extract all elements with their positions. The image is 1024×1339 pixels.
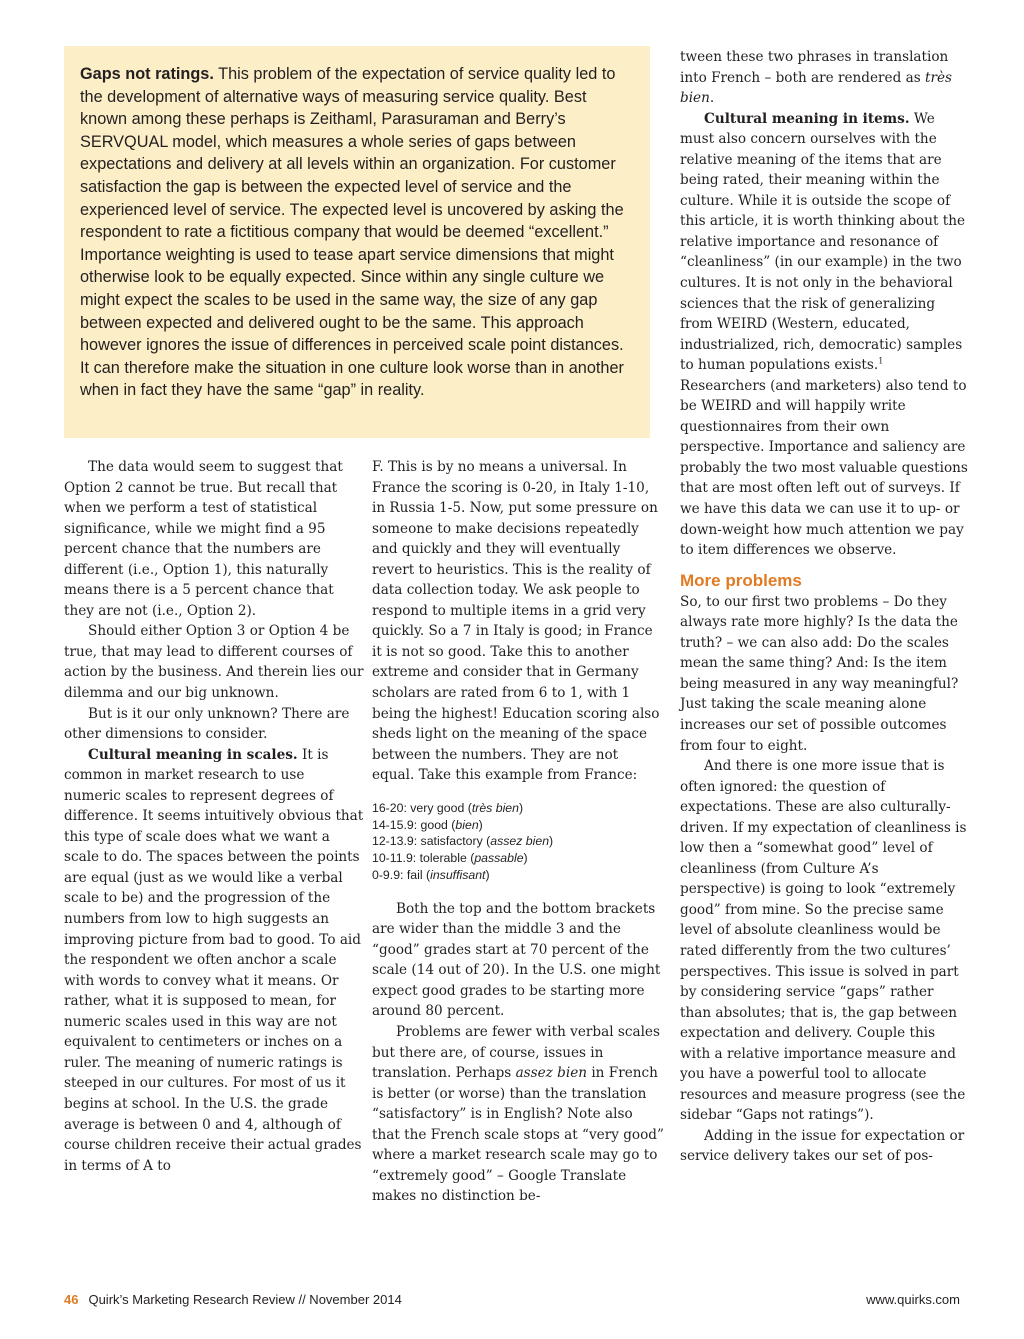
grade-item: 14-15.9: good (bien) [372, 817, 483, 832]
sidebar-title: Gaps not ratings. [80, 65, 214, 83]
paragraph: But is it our only unknown? There are other dimensions to consider. [64, 705, 350, 743]
publication-line: Quirk’s Marketing Research Review // November 2014 [88, 1292, 402, 1307]
paragraph [64, 745, 364, 1176]
paragraph: Should either Option 3 or Option 4 be true, that may lead to different courses of action by the business. And therein lies our dilemma and our big unknown. [64, 623, 364, 702]
run-in-heading: Cultural meaning in items. [704, 110, 910, 127]
grade-item: 0-9.9: fail (insuffisant) [372, 867, 490, 882]
section-heading: More problems [680, 570, 802, 590]
paragraph: Adding in the issue for expectation or service delivery takes our set of pos- [680, 1127, 965, 1165]
paragraph: And there is one more issue that is often ignored: the question of expectations. These are also culturally-driven. If my expectation of cleanliness is low then a “somewhat good” level of cleanliness (from Culture A’s perspective) is going to look “extremely good” from mine. So the precise same level of absolute cleanliness would be rated differently from the two cultures’ perspectives. This issue is solved in part by considering service “gaps” rather than absolutes; that is, the gap between expectation and delivery. Couple this with a relative importance measure and you have a powerful tool to allocate resources and measure progress (see the sidebar “Gaps not ratings”). [680, 758, 967, 1124]
grade-item: 12-13.9: satisfactory (assez bien) [372, 834, 554, 849]
page-number: 46 [64, 1292, 79, 1307]
grade-item: 10-11.9: tolerable (passable) [372, 851, 528, 866]
paragraph-text: It is common in market research to use numeric scales to represent degrees of difference. It seems intuitively obvious that this type of scale does what we want a scale to do. The spaces between the points are equal (just as we would like a verbal scale to be) and the progression of the numbers from low to high suggests an improving picture from bad to good. To aid the respondent we often anchor a scale with words to convey what it means. Or rather, what it is supposed to mean, for numeric scales used in this way are not equivalent to centimeters or inches on a ruler. The meaning of numeric ratings is steeped in our cultures. For most of us it begins at school. In the U.S. the grade average is between 0 and 4, although of course children receive their actual grades in terms of A to [64, 746, 364, 1174]
paragraph: Both the top and the bottom brackets are wider than the middle 3 and the “good” grades start at 70 percent of the scale (14 out of 20). In the U.S. one might expect good grades to be starting more around 80 percent. [372, 900, 661, 1020]
paragraph: tween these two phrases in translation into French – both are rendered as très bien. [680, 49, 952, 107]
footnote-marker: 1 [878, 356, 884, 366]
run-in-heading: Cultural meaning in scales. [88, 746, 298, 763]
website-link[interactable]: www.quirks.com [866, 1292, 960, 1307]
paragraph: Problems are fewer with verbal scales but there are, of course, issues in translation. Perhaps assez bien in French is better (or worse) than the translation “satisfactory” is in English? Note also that the French scale stops at “very good” where a market research scale may go to “extremely good” – Google Translate makes no distinction be- [372, 1024, 664, 1205]
column-2 [372, 457, 664, 1207]
paragraph: F. This is by no means a universal. In France the scoring is 0-20, in Italy 1-10, in Russia 1-5. Now, put some pressure on someone to make decisions repeatedly and quickly and they will eventually revert to heuristics. This is the reality of data collection today. We ask people to respond to multiple items in a grid very quickly. So a 7 in Italy is good; in France it is not so good. Take this to another extreme and consider that in Germany scholars are rated from 6 to 1, with 1 being the highest! Education scoring also sheds light on the meaning of the space between the numbers. They are not equal. Take this example from France: [372, 459, 660, 784]
grade-item: 16-20: very good (très bien) [372, 800, 524, 815]
paragraph: Cultural meaning in items. We must also concern ourselves with the relative meaning of the items that are being rated, their meaning within the culture. While it is outside the scope of this article, it is worth thinking about the relative importance and resonance of “cleanliness” (in our example) in the two cultures. It is not only in the behavioral sciences that the risk of generalizing from WEIRD (Western, educated, industrialized, rich, democratic) samples to human populations exists.$^1$ Researchers (and marketers) also tend to be WEIRD and will happily write questionnaires from their own perspective. Importance and saliency are probably the two most valuable questions that are most often left out of surveys. If we have this data we can use it to up- or down-weight how much attention we pay to item differences we observe. [680, 110, 968, 559]
column-3 [680, 47, 968, 1167]
grade-scale-list [372, 800, 664, 884]
sidebar-paragraph [80, 63, 636, 402]
sidebar-text: This problem of the expectation of service quality led to the development of alternative ways of measuring service quality. Best known among these perhaps is Zeithaml, Parasuraman and Berry’s SERVQUAL model, which measures a whole series of gaps between expectations and delivery at all levels within an organization. For customer satisfaction the gap is between the expected level of service and the experienced level of service. The expected level is uncovered by asking the respondent to rate a fictitious company that would be deemed “excellent.” Importance weighting is used to tease apart service dimensions that might otherwise look to be equally expected. Since within any single culture we might expect the scales to be used in the same way, the size of any gap between expected and delivered ought to be the same. This approach however ignores the issue of differences in perceived scale point distances. It can therefore make the situation in one culture look worse than in another when in fact they have the same “gap” in reality. [80, 65, 624, 400]
page-footer [64, 1292, 960, 1310]
sidebar-box [64, 46, 650, 438]
paragraph: So, to our first two problems – Do they always rate more highly? Is the data the truth? – we can also add: Do the scales mean the same thing? And: Is the item being measured in any way meaningful? Just taking the scale meaning alone increases our set of possible outcomes from four to eight. [680, 593, 959, 754]
paragraph: The data would seem to suggest that Option 2 cannot be true. But recall that when we perform a test of statistical significance, while we might find a 95 percent chance that the numbers are different (i.e., Option 1), this naturally means there is a 5 percent chance that they are not (i.e., Option 2). [64, 459, 343, 619]
column-1 [64, 457, 364, 1176]
